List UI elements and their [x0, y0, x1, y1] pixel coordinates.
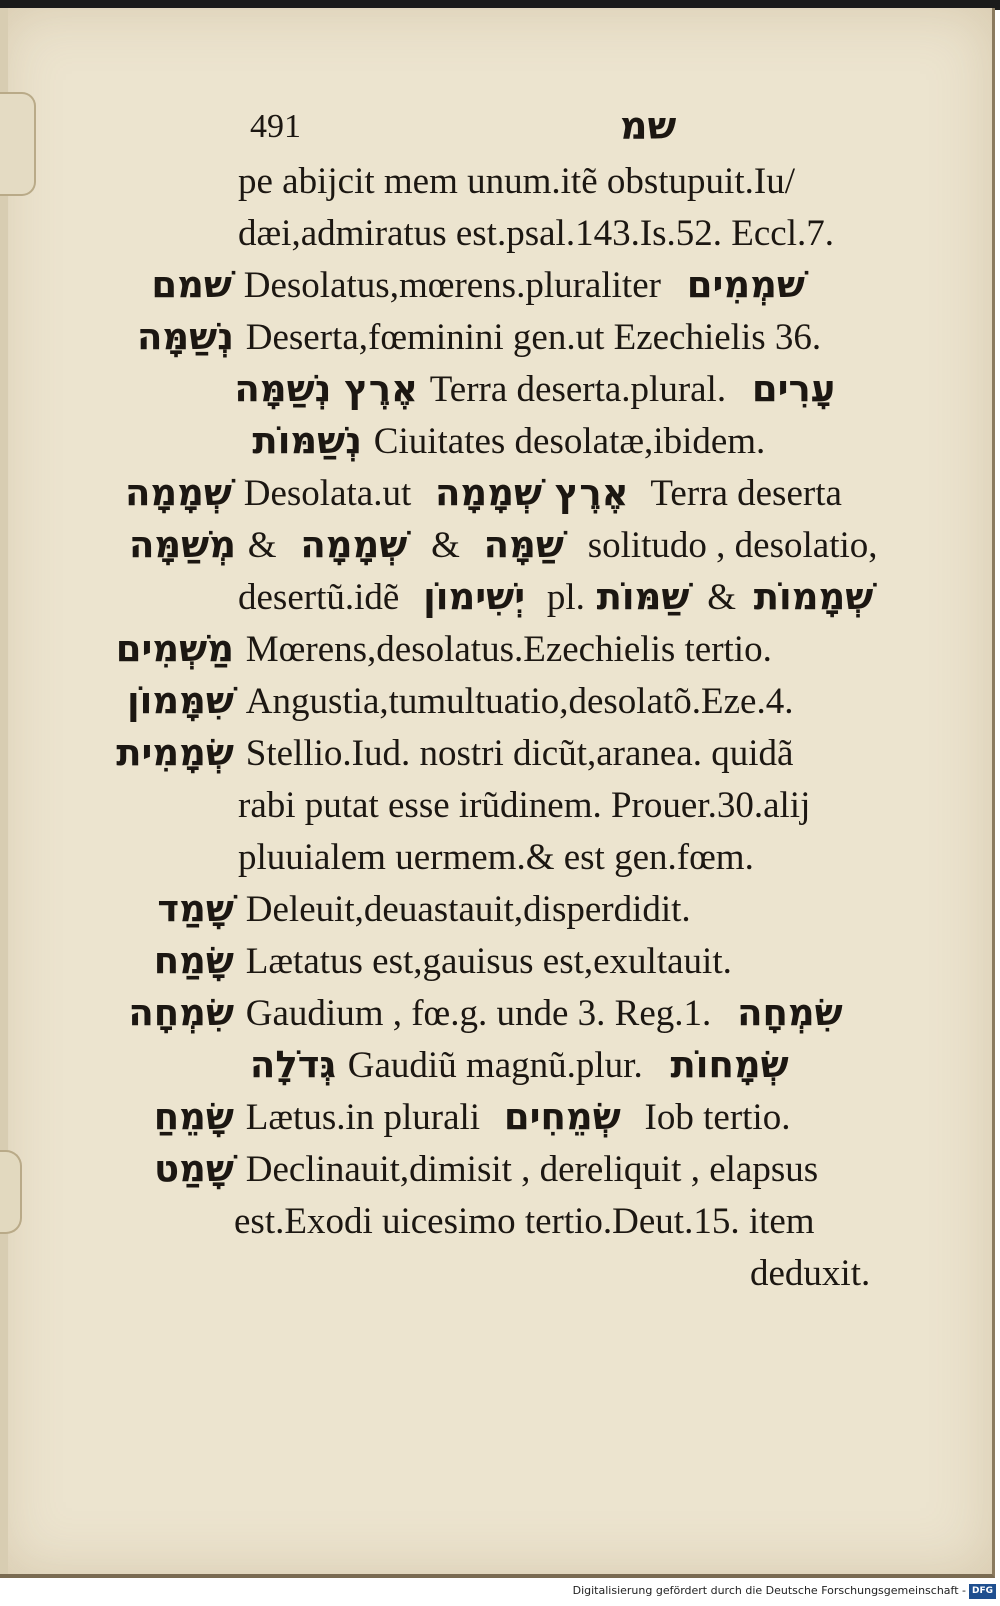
text-line — [238, 780, 810, 830]
hebrew-headword: שׁמם — [151, 263, 232, 306]
latin-text: solitudo , desolatio, — [587, 525, 878, 566]
latin-text: Terra deserta.plural. — [429, 369, 727, 410]
hebrew-text: שְׂמָחוֹת — [670, 1043, 789, 1086]
hebrew-headword: שָׁמַט — [154, 1147, 234, 1190]
hebrew-text: עָרִים — [751, 367, 836, 410]
running-head: שמ — [620, 104, 677, 148]
hebrew-headword: מַשְׁמִים — [115, 627, 234, 670]
text-line — [232, 364, 835, 414]
latin-text: deduxit. — [750, 1253, 871, 1294]
latin-text: rabi putat esse irũdinem. Prouer.30.alij — [238, 785, 811, 826]
hebrew-headword: נְשַׁמּוֹת — [252, 419, 362, 462]
text-line — [102, 624, 772, 674]
text-line — [146, 884, 691, 934]
text-line — [232, 416, 765, 466]
text-line — [238, 572, 873, 622]
text-line — [232, 1040, 789, 1090]
text-line — [234, 1196, 815, 1246]
text-line — [108, 468, 842, 518]
latin-text: & — [247, 525, 277, 566]
latin-text: Declinauit,dimisit , dereliquit , elapsus — [245, 1149, 819, 1190]
hebrew-text: שׁמְמִים — [686, 263, 805, 306]
text-line — [140, 1144, 818, 1194]
hebrew-headword: אֶרֶץ נְשַׁמָּה — [234, 367, 418, 410]
hebrew-text: שַׁמָּה — [483, 523, 564, 566]
hebrew-headword: נְשַׁמָּה — [136, 315, 234, 358]
text-line — [238, 208, 834, 258]
hebrew-headword: שִׂמְחָה — [128, 991, 234, 1034]
text-line — [120, 312, 821, 362]
text-line — [146, 936, 732, 986]
page-number: 491 — [250, 108, 301, 145]
hebrew-headword: שָׁמַד — [157, 887, 234, 930]
latin-text: Deserta,fœminini gen.ut Ezechielis 36. — [245, 317, 822, 358]
latin-text: Terra deserta — [650, 473, 842, 514]
latin-text: Desolata.ut — [243, 473, 412, 514]
latin-text: Gaudiũ magnũ.plur. — [347, 1045, 643, 1086]
hebrew-headword: מְשַׁמָּה — [128, 523, 236, 566]
text-line — [112, 988, 843, 1038]
text-line — [238, 156, 795, 206]
hebrew-text: שְׁמָמָה — [300, 523, 408, 566]
hebrew-headword: שְׁמָמָה — [124, 471, 232, 514]
latin-text: pe abijcit mem unum.itẽ obstupuit.Iu/ — [238, 161, 795, 202]
latin-text: pl. — [546, 577, 585, 618]
text-line — [140, 260, 805, 310]
latin-text: Stellio.Iud. nostri dicũt,aranea. quidã — [245, 733, 794, 774]
page-gutter — [0, 8, 8, 1574]
latin-text: Lætus.in plurali — [245, 1097, 481, 1138]
latin-text: est.Exodi uicesimo tertio.Deut.15. item — [234, 1201, 815, 1242]
page-tab-mark — [0, 92, 36, 196]
latin-text: Angustia,tumultuatio,desolatõ.Eze.4. — [245, 681, 794, 722]
hebrew-headword: גְּדֹלָה — [249, 1043, 336, 1086]
text-line — [106, 676, 793, 726]
hebrew-text: שְׂמֵחִים — [503, 1095, 621, 1138]
latin-text: Lætatus est,gauisus est,exultauit. — [245, 941, 732, 982]
hebrew-text: שְׁמָמוֹת — [753, 575, 874, 618]
text-line — [96, 728, 793, 778]
latin-text: Mœrens,desolatus.Ezechielis tertio. — [245, 629, 772, 670]
hebrew-headword: שְׂמָמִית — [116, 731, 234, 774]
text-line — [238, 832, 754, 882]
latin-text: Ciuitates desolatæ,ibidem. — [373, 421, 766, 462]
page-tab-mark-lower — [0, 1150, 22, 1234]
text-line — [112, 520, 878, 570]
digitization-credit: Digitalisierung gefördert durch die Deutsche Forschungsgemeinschaft - — [572, 1584, 966, 1597]
text-line — [140, 1092, 790, 1142]
dfg-logo: DFG — [969, 1584, 996, 1599]
hebrew-text: שִׂמְחָה — [737, 991, 843, 1034]
latin-text: dæi,admiratus est.psal.143.Is.52. Eccl.7. — [238, 213, 835, 254]
latin-text: & — [707, 577, 737, 618]
latin-text: Deleuit,deuastauit,disperdidit. — [245, 889, 691, 930]
hebrew-headword: שָׂמַח — [153, 939, 234, 982]
hebrew-headword: שִׁמָּמוֹן — [126, 679, 234, 722]
hebrew-headword: שָׂמֵחַ — [153, 1095, 234, 1138]
hebrew-text: שַׁמּוֹת — [596, 575, 690, 618]
latin-text: pluuialem uermem.& est gen.fœm. — [238, 837, 754, 878]
latin-text: Gaudium , fœ.g. unde 3. Reg.1. — [245, 993, 712, 1034]
latin-text: & — [431, 525, 460, 566]
latin-text: Iob tertio. — [644, 1097, 791, 1138]
text-line — [750, 1248, 870, 1298]
hebrew-text: אֶרֶץ שְׁמָמָה — [435, 471, 629, 514]
latin-text: Desolatus,mœrens.pluraliter — [243, 265, 661, 306]
latin-text: desertũ.idẽ — [238, 577, 400, 618]
hebrew-text: יְשִׁימוֹן — [423, 575, 526, 618]
